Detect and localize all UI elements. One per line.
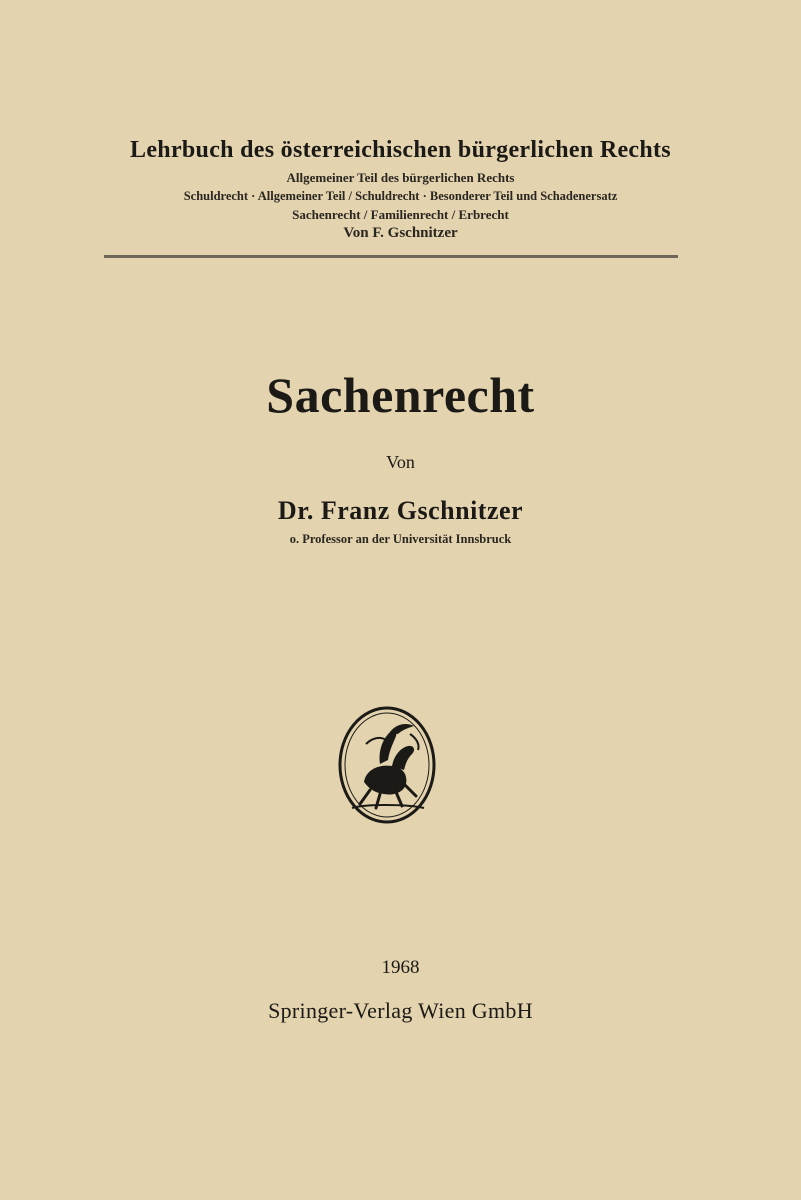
by-label: Von	[386, 452, 415, 472]
author-name: Dr. Franz Gschnitzer	[277, 496, 524, 525]
series-author: Von F. Gschnitzer	[343, 225, 458, 241]
header-rule	[104, 255, 678, 258]
series-volume-property-family-inheritance: Sachenrecht / Familienrecht / Erbrecht	[292, 207, 509, 222]
book-title: Sachenrecht	[266, 367, 535, 423]
series-volume-general-part: Allgemeiner Teil des bürgerlichen Rechts	[286, 170, 515, 185]
springer-knight-emblem-icon	[336, 704, 438, 826]
series-title: Lehrbuch des österreichischen bürgerlichen Rechts	[130, 137, 671, 163]
series-volume-obligations: Schuldrecht · Allgemeiner Teil / Schuldrecht · Besonderer Teil und Schadenersatz	[183, 189, 618, 203]
publication-year: 1968	[381, 957, 420, 978]
publisher-name: Springer-Verlag Wien GmbH	[268, 998, 533, 1023]
author-affiliation: o. Professor an der Universität Innsbruck	[289, 532, 512, 546]
